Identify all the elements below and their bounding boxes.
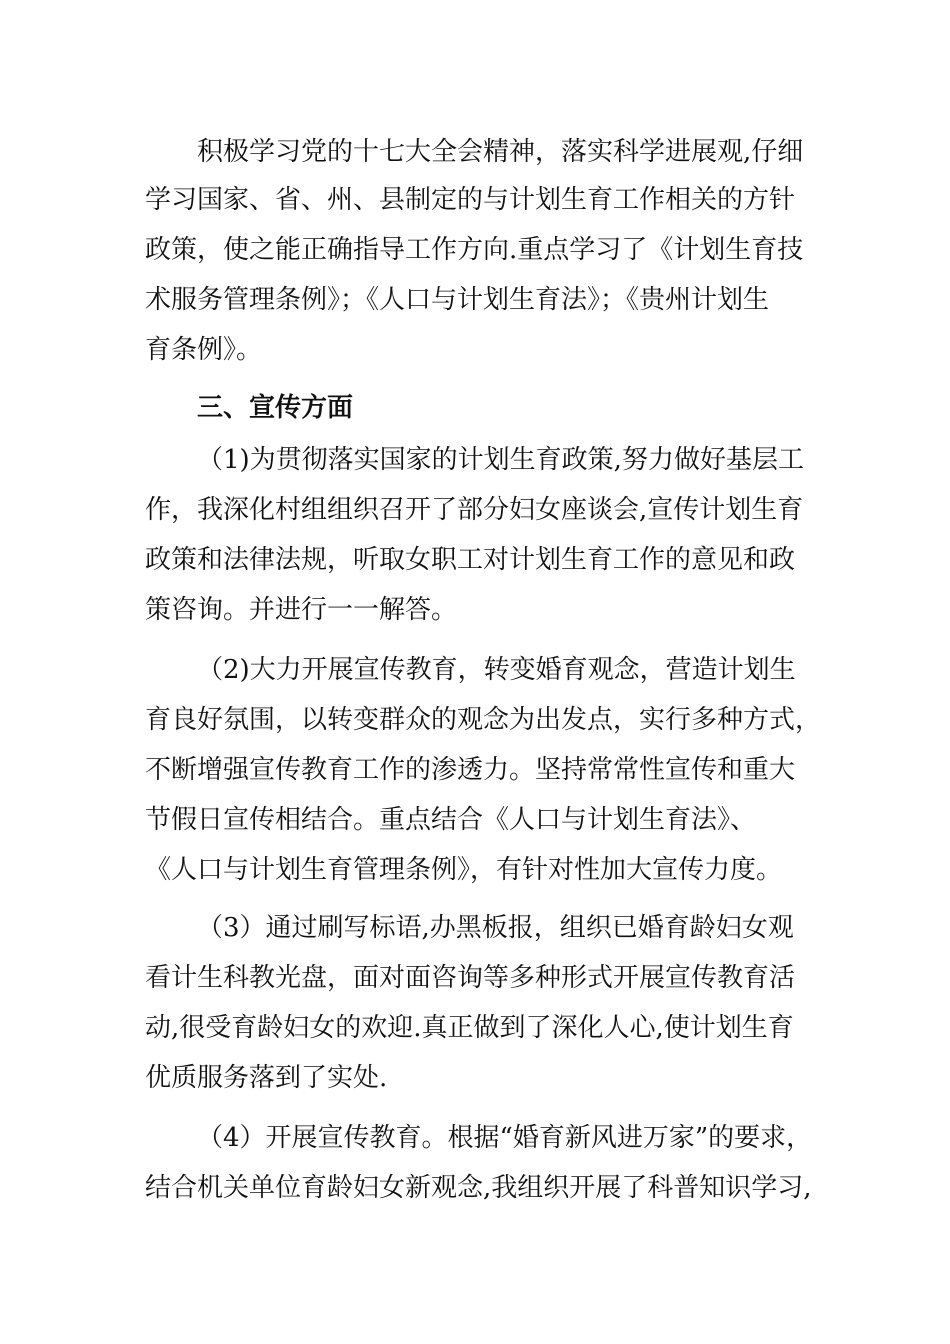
paragraph-5-line-2: 结合机关单位育龄妇女新观念,我组织开展了科普知识学习,: [145, 1173, 812, 1203]
paragraph-1-line-1: 积极学习党的十七大全会精神，落实科学进展观,仔细: [197, 137, 804, 167]
paragraph-3-line-2: 育良好氛围，以转变群众的观念为出发点，实行多种方式，: [145, 705, 822, 735]
paragraph-4-line-3: 动,很受育龄妇女的欢迎.真正做到了深化人心,使计划生育: [145, 1013, 794, 1043]
paragraph-3-line-4: 节假日宣传相结合。重点结合《人口与计划生育法》、: [145, 805, 757, 835]
paragraph-2-line-3: 政策和法律法规，听取女职工对计划生育工作的意见和政: [145, 545, 796, 575]
paragraph-3-line-5: 《人口与计划生育管理条例》，有针对性加大宣传力度。: [145, 855, 783, 885]
paragraph-4-line-1: （3）通过刷写标语,办黑板报，组织已婚育龄妇女观: [197, 913, 794, 943]
paragraph-4-line-2: 看计生科教光盘，面对面咨询等多种形式开展宣传教育活: [145, 963, 796, 993]
paragraph-3-line-3: 不断增强宣传教育工作的渗透力。坚持常常性宣传和重大: [145, 755, 796, 785]
paragraph-1-line-5: 育条例》。: [145, 335, 263, 365]
section-heading: 三、宣传方面: [197, 393, 354, 423]
paragraph-3-line-1: （2)大力开展宣传教育，转变婚育观念，营造计划生: [197, 655, 796, 685]
paragraph-1-line-3: 政策，使之能正确指导工作方向.重点学习了《计划生育技: [145, 235, 804, 265]
paragraph-1-line-2: 学习国家、省、州、县制定的与计划生育工作相关的方针: [145, 185, 796, 215]
paragraph-2-line-1: （1)为贯彻落实国家的计划生育政策,努力做好基层工: [197, 445, 804, 475]
paragraph-4-line-4: 优质服务落到了实处.: [145, 1063, 388, 1093]
paragraph-2-line-4: 策咨询。并进行一一解答。: [145, 595, 458, 625]
paragraph-5-line-1: （4）开展宣传教育。根据“婚育新风进万家”的要求，: [197, 1123, 813, 1153]
paragraph-2-line-2: 作，我深化村组组织召开了部分妇女座谈会,宣传计划生育: [145, 495, 804, 525]
paragraph-1-line-4: 术服务管理条例》；《人口与计划生育法》；《贵州计划生: [145, 285, 770, 315]
